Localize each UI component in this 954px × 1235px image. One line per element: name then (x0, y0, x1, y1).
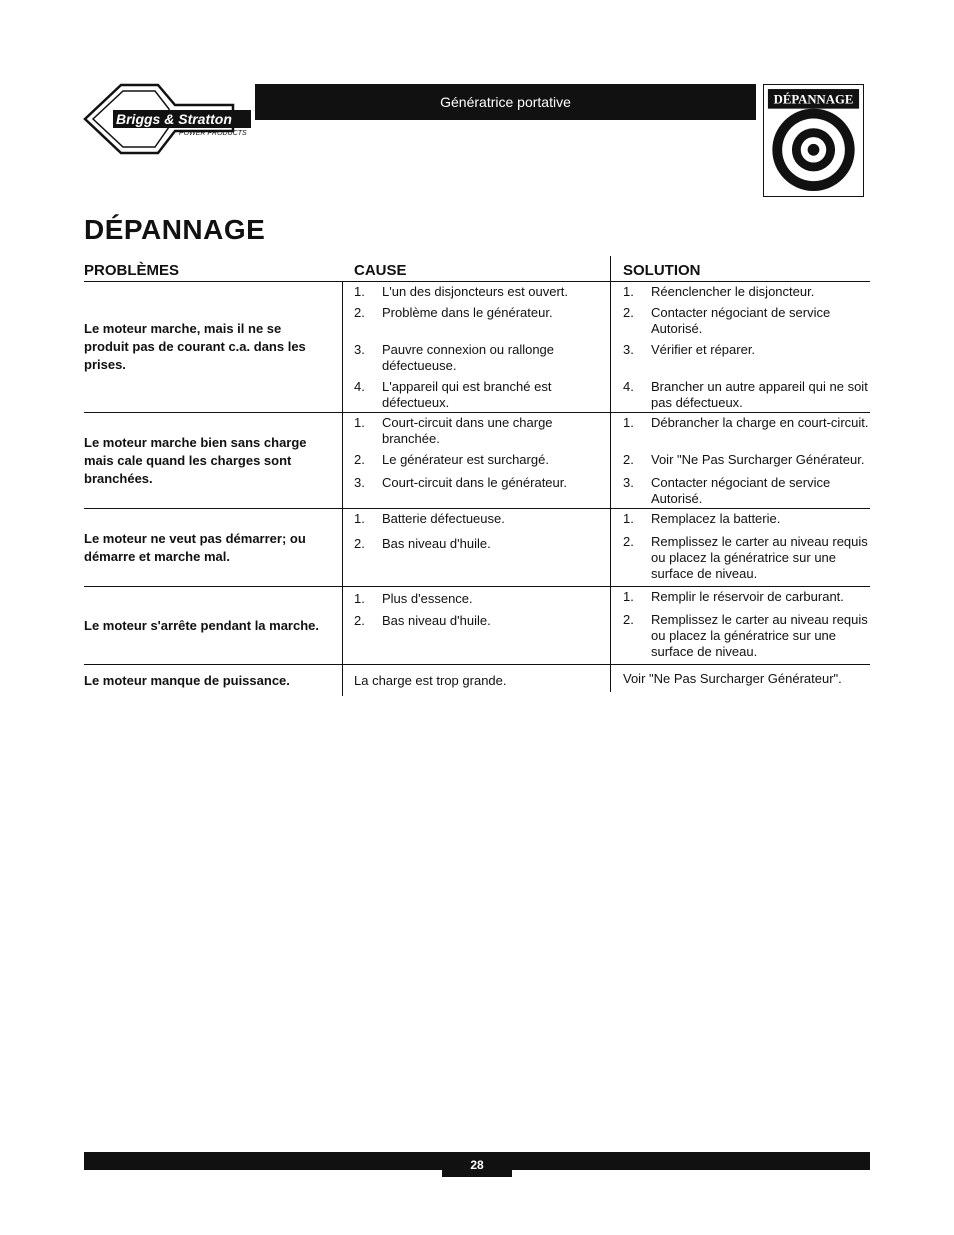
header-problem: PROBLÈMES (84, 262, 180, 279)
problem-text: Le moteur manque de puissance. (84, 673, 290, 688)
table-header-row (84, 256, 870, 282)
problem-text: Le moteur ne veut pas démarrer; ou démarre et marche mal. (84, 530, 306, 564)
problem-text: Le moteur marche, mais il ne se produit pas de courant c.a. dans les prises. (84, 321, 306, 372)
table-row (84, 665, 870, 697)
header-solution: SOLUTION (623, 262, 701, 279)
troubleshooting-table (84, 256, 870, 697)
section-badge-label: DÉPANNAGE (773, 92, 854, 107)
target-icon (763, 84, 864, 197)
table-row: Le moteur ne veut pas démarrer; ou démarre et marche mal. 1. Batterie défectueuse. 2. Bas niveau d'huile. 1. Remplacez la batterie. 2. Remplissez le carter au niveau requis ou placez la génératrice sur une surface de niveau. (84, 509, 870, 587)
problem-text: Le moteur marche bien sans charge mais cale quand les charges sont branchées. (84, 434, 307, 486)
page-number: 28 (442, 1152, 512, 1177)
solution-text: Voir "Ne Pas Surcharger Générateur". (623, 671, 842, 686)
brand-name: Briggs & Stratton (116, 111, 232, 127)
product-title: Génératrice portative (440, 94, 571, 110)
header-cause: CAUSE (354, 262, 407, 279)
table-row: Le moteur marche bien sans charge mais cale quand les charges sont branchées. 1. Court-circuit dans une charge branchée. 2. Le générateur est surchargé. 3. Court-circuit dans le générateur. 1. Débrancher la charge en court-circuit. 2. Voir "Ne Pas Surcharger Générateur. 3. Contacter négociant de service Autorisé. (84, 413, 870, 509)
table-row: Le moteur marche, mais il ne se produit pas de courant c.a. dans les prises. 1. L'un des disjoncteurs est ouvert. 2. Problème dans le générateur. 3. Pauvre connexion ou rallonge défectueuse. 4. L'appareil qui est branché est défectueux. 1. Réenclencher le disjoncteur. 2. Contacter négociant de service Autorisé. 3. Vérifier et réparer. 4. Brancher un autre appareil qui ne soit pas défectueux. (84, 282, 870, 413)
table-row: Le moteur s'arrête pendant la marche. 1. Plus d'essence. 2. Bas niveau d'huile. 1. Remplir le réservoir de carburant. 2. Remplissez le carter au niveau requis ou placez la génératrice sur une surface de niveau. (84, 587, 870, 665)
page-title: DÉPANNAGE (84, 214, 266, 245)
briggs-stratton-logo (83, 83, 253, 155)
problem-text: Le moteur s'arrête pendant la marche. (84, 617, 320, 633)
header-bar (255, 84, 756, 120)
brand-sub: POWER PRODUCTS (179, 130, 247, 137)
cause-text: La charge est trop grande. (354, 673, 507, 688)
